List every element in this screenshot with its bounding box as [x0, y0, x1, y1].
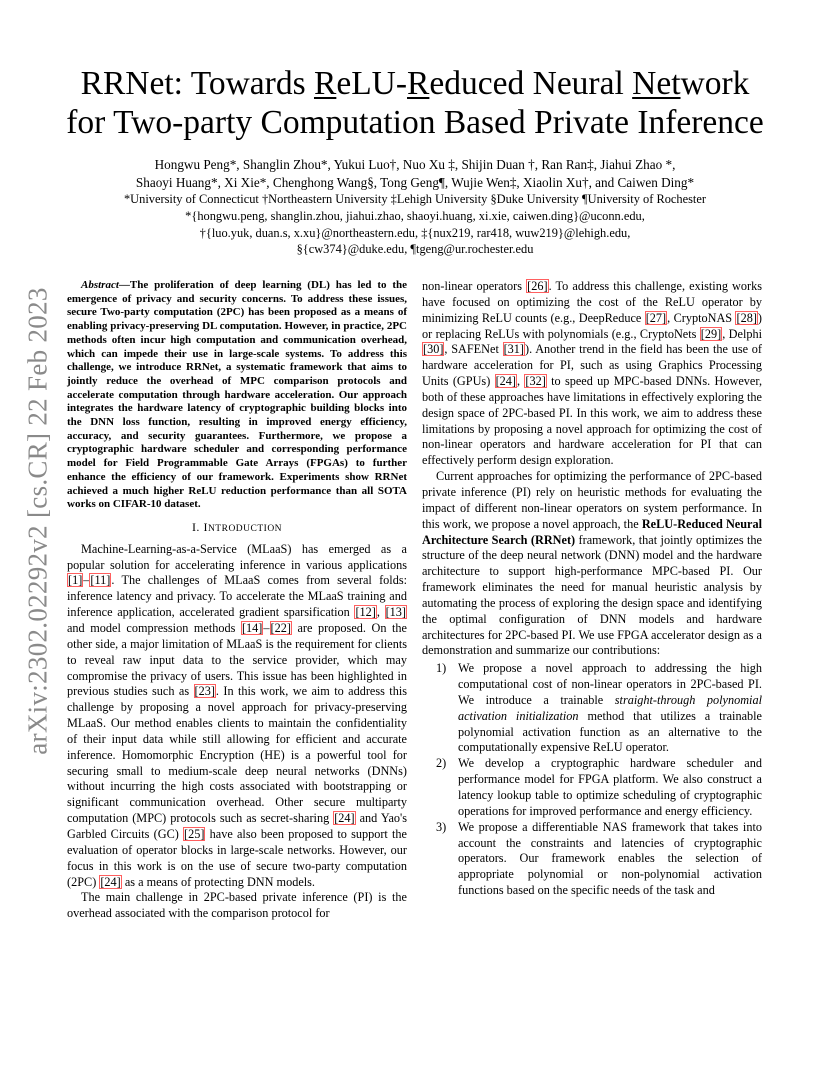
affiliation-line-3: †{luo.yuk, duan.s, x.xu}@northeastern.edu, ‡{nux219, rar418, wuw219}@lehigh.edu,	[199, 225, 631, 240]
citation-link[interactable]: [11]	[90, 573, 111, 588]
citation-link[interactable]: [13]	[385, 605, 406, 620]
citation-link[interactable]: [23]	[194, 684, 215, 699]
citation-link[interactable]: [30]	[423, 342, 444, 357]
author-list	[70, 156, 760, 192]
citation-link[interactable]: [1]	[68, 573, 83, 588]
citation-link[interactable]: [14]	[241, 621, 263, 636]
rrnet-name: ReLU-Reduced Neural Architecture Search (RRNet)	[422, 516, 763, 547]
arxiv-stamp	[18, 286, 58, 756]
intro-paragraph-1: Machine-Learning-as-a-Service (MLaaS) has emerged as a popular solution for accelerating inference in various applications [1]–[11]. The challenges of MLaaS comes from several folds: inference latency and privacy. To accelerate the MLaaS training and inference application, accelerated gradient sparsification [12], [13] and model compression methods [14]–[22] are proposed. On the other side, a major limitation of MLaaS is the requirement for clients to reveal raw input data to the service provider, which may compromise the privacy of users. This issue has been highlighted in previous studies such as [23]. In this work, we aim to address this challenge by proposing a novel approach for privacy-preserving MLaaS. Our method enables clients to maintain the confidentiality of their input data while still allowing for efficient and accurate inference. Homomorphic Encryption (HE) is a powerful tool for securing small to medium-scale deep neural networks (DNNs) without incurring the high costs associated with bootstrapping or significant communication overhead. Other secure multiparty computation (MPC) protocols such as secret-sharing [24] and Yao's Garbled Circuits (GC) [25] have also been proposed to support the evaluation of operator blocks in large-scale networks. However, our focus in this work is on the use of secure two-party computation (2PC) [24] as a means of protecting DNN models.	[67, 541, 408, 889]
paper-title	[60, 64, 770, 142]
left-column	[67, 279, 407, 922]
affiliation-line-1: *University of Connecticut †Northeastern University ‡Lehigh University §Duke University ¶University of Rochester	[123, 192, 706, 206]
intro-paragraph-2: The main challenge in 2PC-based private inference (PI) is the overhead associated with the comparison protocol for	[67, 890, 407, 921]
contribution-item: 1) We propose a novel approach to addressing the high computational cost of non-linear operators in 2PC-based PI. We introduce a trainable straight-through polynomial activation initialization method that utilizes a trainable polynomial activation function as an alternative to the computationally expensive ReLU operator.	[436, 661, 762, 755]
abstract: Abstract—The proliferation of deep learning (DL) has led to the emergence of privacy and security concerns. To address these issues, secure Two-party computation (2PC) has been proposed as a means of enabling privacy-preserving DL computation. However, in practice, 2PC methods often incur high computation and communication overhead, which can impede their use in large-scale systems. To address this challenge, we introduce RRNet, a systematic framework that aims to jointly reduce the overhead of MPC comparison protocols and accelerate computation through hardware acceleration. Our approach integrates the hardware latency of cryptographic building blocks into the DNN loss function, resulting in improved energy efficiency, accuracy, and security guarantees. Furthermore, we propose a cryptographic hardware scheduler and corresponding performance model for Field Programmable Gate Arrays (FPGAs) to further enhance the efficiency of our framework. Experiments show RRNet achieved a much higher ReLU reduction performance than all SOTA works on CIFAR-10 dataset.	[67, 279, 407, 511]
authors-line-1: Hongwu Peng*, Shanglin Zhou*, Yukui Luo†, Nuo Xu ‡, Shijin Duan †, Ran Ran‡, Jiahui Zhao *,	[154, 157, 676, 172]
affiliation-line-2: *{hongwu.peng, shanglin.zhou, jiahui.zhao, shaoyi.huang, xi.xie, caiwen.ding}@uconn.edu,	[185, 208, 645, 223]
citation-link[interactable]: [25]	[184, 826, 205, 841]
citation-link[interactable]: [24]	[334, 811, 355, 826]
affiliation-line-4: §{cw374}@duke.edu, ¶tgeng@ur.rochester.edu	[296, 242, 534, 257]
citation-link[interactable]: [12]	[355, 605, 376, 620]
citation-link[interactable]: [24]	[100, 874, 121, 889]
citation-link[interactable]: [28]	[736, 310, 757, 325]
citation-link[interactable]: [32]	[525, 374, 546, 389]
right-paragraph-1: non-linear operators [26]. To address this challenge, existing works have focused on optimizing the cost of the ReLU operator by minimizing ReLU counts (e.g., DeepReduce [27], CryptoNAS [28]) or replacing ReLUs with polynomials (e.g., CryptoNets [29], Delphi [30], SAFENet [31]). Another trend in the field has been the use of hardware acceleration for PI, such as using Graphics Processing Units (GPUs) [24], [32] to speed up MPC-based DNNs. However, both of these approaches have limitations in effectively exploring the design space of 2PC-based PI. In this work, we aim to address these limitations by proposing a novel approach for optimizing the cost of non-linear operators and hardware acceleration for PI that can effectively perform design exploration.	[422, 279, 763, 468]
citation-link[interactable]: [24]	[495, 374, 517, 389]
right-paragraph-2: Current approaches for optimizing the performance of 2PC-based private inference (PI) rely on heuristic methods for evaluating the impact of different non-linear operators on system performance. In this work, we propose a novel approach, the ReLU-Reduced Neural Architecture Search (RRNet) framework, that jointly optimizes the structure of the deep neural network (DNN) model and the hardware architecture to support high-performance MPC-based PI. Our framework eliminates the need for manual heuristic analysis by automating the process of exploring the design space and identifying the optimal configuration of DNN models and hardware architectures for 2PC-based PI. We use FPGA accelerator design as a demonstration and summarize our contributions:	[422, 469, 763, 658]
citation-link[interactable]: [29]	[700, 326, 722, 341]
citation-link[interactable]: [31]	[503, 342, 525, 357]
arxiv-stamp-text: arXiv:2302.02292v2 [cs.CR] 22 Feb 2023	[22, 287, 53, 755]
authors-line-2: Shaoyi Huang*, Xi Xie*, Chenghong Wang§, Tong Geng¶, Wujie Wen‡, Xiaolin Xu†, and Caiwen Ding*	[135, 175, 695, 190]
citation-link[interactable]: [22]	[270, 621, 291, 636]
contribution-list	[422, 661, 762, 899]
title-line-1: RRNet: Towards ReLU-Reduced Neural Network	[80, 65, 750, 102]
title-line-2: for Two-party Computation Based Private Inference	[66, 104, 764, 141]
contribution-item: 3) We propose a differentiable NAS framework that takes into account the constraints and latencies of cryptographic operators. Our framework enables the selection of appropriate polynomial or non-polynomial activation functions based on the specific needs of the task and	[436, 819, 762, 898]
citation-link[interactable]: [27]	[645, 310, 667, 325]
citation-link[interactable]: [26]	[527, 279, 548, 293]
right-column	[422, 279, 762, 899]
abstract-label: Abstract	[81, 279, 119, 291]
contribution-item: 2) We develop a cryptographic hardware scheduler and performance model for FPGA platform. We also construct a latency lookup table to optimize scheduling of cryptographic operations for improved performance and energy efficiency.	[436, 756, 762, 818]
section-heading-introduction: I. INTRODUCTION	[191, 519, 283, 534]
affiliations	[70, 191, 760, 258]
